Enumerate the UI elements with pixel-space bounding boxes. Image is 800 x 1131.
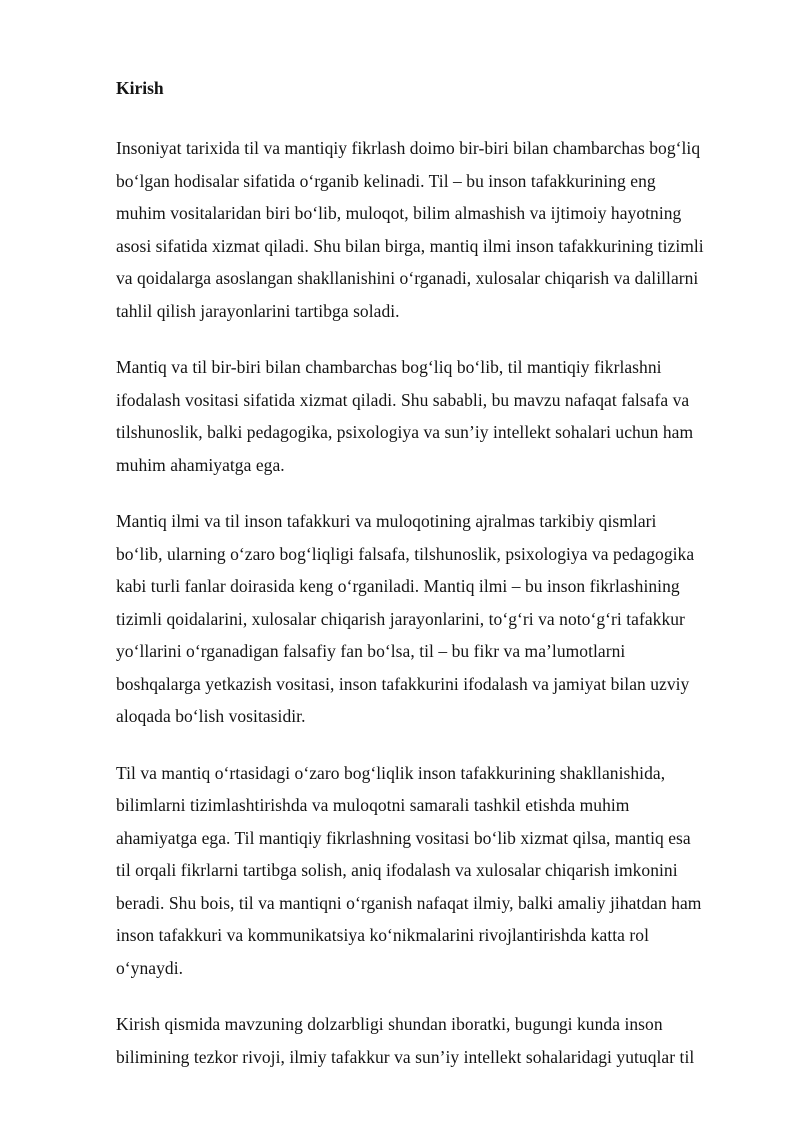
text-line: va qoidalarga asoslangan shakllanishini o‘rganadi, xulosalar chiqarish va dalillarni bbox=[116, 268, 699, 288]
text-line: bilimining tezkor rivoji, ilmiy tafakkur va sun’iy intellekt sohalaridagi yutuqlar til bbox=[116, 1046, 695, 1067]
text-line: Mantiq ilmi va til inson tafakkuri va muloqotining ajralmas tarkibiy qismlari bbox=[116, 511, 657, 531]
text-line: ahamiyatga ega. Til mantiqiy fikrlashning vositasi bo‘lib xizmat qilsa, mantiq esa bbox=[116, 827, 691, 848]
paragraph bbox=[116, 1008, 742, 1073]
text-line: o‘ynaydi. bbox=[116, 957, 184, 978]
paragraph bbox=[116, 505, 742, 733]
text-line: boshqalarga yetkazish vositasi, inson tafakkurini ifodalash va jamiyat bilan uzviy bbox=[116, 673, 690, 694]
text-line: tilshunoslik, balki pedagogika, psixologiya va sun’iy intellekt sohalari uchun ham bbox=[116, 422, 694, 442]
section-heading: Kirish bbox=[116, 78, 164, 98]
body-text bbox=[116, 132, 742, 1073]
paragraph bbox=[116, 132, 742, 327]
text-line: muhim ahamiyatga ega. bbox=[116, 454, 285, 475]
text-line: Insoniyat tarixida til va mantiqiy fikrlash doimo bir-biri bilan chambarchas bog‘liq bbox=[116, 138, 701, 158]
text-line: Til va mantiq o‘rtasidagi o‘zaro bog‘liqlik inson tafakkurining shakllanishida, bbox=[116, 762, 666, 783]
text-line: asosi sifatida xizmat qiladi. Shu bilan birga, mantiq ilmi inson tafakkurining tizimli bbox=[116, 235, 704, 256]
text-line: tizimli qoidalarini, xulosalar chiqarish jarayonlarini, to‘g‘ri va noto‘g‘ri tafakkur bbox=[116, 608, 685, 629]
text-line: tahlil qilish jarayonlarini tartibga soladi. bbox=[116, 300, 400, 321]
text-line: Mantiq va til bir-biri bilan chambarchas bog‘liq bo‘lib, til mantiqiy fikrlashni bbox=[116, 357, 662, 377]
paragraph bbox=[116, 351, 742, 481]
text-line: bilimlarni tizimlashtirishda va muloqotni samarali tashkil etishda muhim bbox=[116, 795, 630, 815]
text-line: inson tafakkuri va kommunikatsiya ko‘nikmalarini rivojlantirishda katta rol bbox=[116, 925, 650, 945]
text-line: muhim vositalaridan biri bo‘lib, muloqot, bilim almashish va ijtimoiy hayotning bbox=[116, 203, 682, 223]
text-line: ifodalash vositasi sifatida xizmat qiladi. Shu sababli, bu mavzu nafaqat falsafa va bbox=[116, 389, 690, 410]
text-line: yo‘llarini o‘rganadigan falsafiy fan bo‘lsa, til – bu fikr va ma’lumotlarni bbox=[116, 641, 626, 661]
paragraph bbox=[116, 757, 742, 985]
text-line: beradi. Shu bois, til va mantiqni o‘rganish nafaqat ilmiy, balki amaliy jihatdan ham bbox=[116, 892, 702, 913]
text-line: bo‘lgan hodisalar sifatida o‘rganib kelinadi. Til – bu inson tafakkurining eng bbox=[116, 170, 656, 191]
text-line: Kirish qismida mavzuning dolzarbligi shundan iboratki, bugungi kunda inson bbox=[116, 1014, 663, 1034]
text-line: til orqali fikrlarni tartibga solish, aniq ifodalash va xulosalar chiqarish imkonini bbox=[116, 860, 678, 880]
text-line: bo‘lib, ularning o‘zaro bog‘liqligi falsafa, tilshunoslik, psixologiya va pedagogika bbox=[116, 543, 695, 564]
text-line: aloqada bo‘lish vositasidir. bbox=[116, 706, 306, 726]
text-line: kabi turli fanlar doirasida keng o‘rganiladi. Mantiq ilmi – bu inson fikrlashining bbox=[116, 576, 680, 596]
